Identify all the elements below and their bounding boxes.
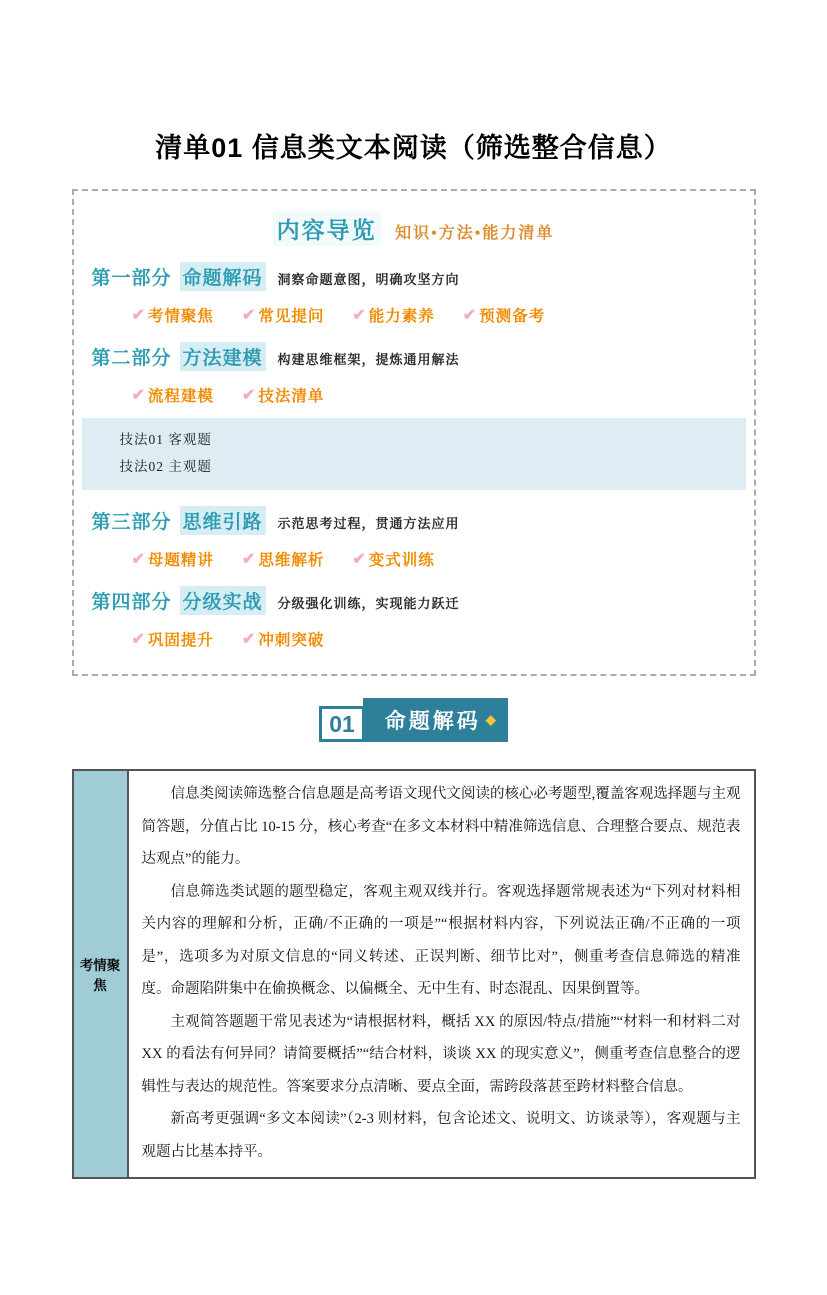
check-icon: ✔	[352, 307, 366, 324]
banner-label: 命题解码	[384, 710, 481, 733]
check-icon: ✔	[131, 387, 145, 404]
check-label: 变式训练	[368, 552, 435, 569]
check-icon: ✔	[131, 551, 145, 568]
check-row-3	[132, 548, 740, 570]
content-cell	[128, 770, 755, 1178]
check-label: 预测备考	[479, 308, 546, 325]
technique-box	[82, 418, 746, 490]
check-label: 思维解析	[258, 552, 325, 569]
check-row-1	[132, 304, 740, 326]
part-label: 第四部分	[91, 592, 172, 613]
part-name: 思维引路	[180, 506, 266, 535]
check-item	[132, 628, 214, 650]
check-label: 技法清单	[258, 388, 325, 405]
check-icon: ✔	[131, 631, 145, 648]
overview-title: 内容导览	[273, 211, 381, 246]
check-item	[242, 628, 324, 650]
page-title: 清单01 信息类文本阅读（筛选整合信息）	[155, 133, 672, 163]
check-icon: ✔	[131, 307, 145, 324]
check-label: 冲刺突破	[258, 632, 325, 649]
section-heading-3	[92, 506, 740, 535]
paragraph: 信息筛选类试题的题型稳定，客观主观双线并行。客观选择题常规表述为“下列对材料相关内容的理解和分析，正确/不正确的一项是”“根据材料内容，下列说法正确/不正确的一项是”，选项多为对原文信息的“同义转述、正误判断、细节比对”，侧重考查信息筛选的精准度。命题陷阱集中在偷换概念、以偏概全、无中生有、时态混乱、因果倒置等。	[141, 883, 741, 997]
part-name: 分级实战	[180, 586, 266, 615]
check-item	[242, 304, 324, 326]
section-heading-2	[92, 342, 740, 371]
exam-focus-table	[72, 769, 756, 1179]
section-banner	[0, 698, 827, 742]
check-label: 流程建模	[147, 388, 214, 405]
paragraph: 主观简答题题干常见表述为“请根据材料，概括 XX 的原因/特点/措施”“材料一和材料二对 XX 的看法有何异同？请简要概括”“结合材料，谈谈 XX 的现实意义”，侧重考查信息整合的逻辑性与表达的规范性。答案要求分点清晰、要点全面，需跨段落甚至跨材料整合信息。	[141, 1013, 741, 1095]
overview-panel	[72, 189, 756, 676]
check-item	[352, 304, 434, 326]
check-row-4	[132, 628, 740, 650]
paragraph: 新高考更强调“多文本阅读”（2-3 则材料，包含论述文、说明文、访谈录等），客观题与主观题占比基本持平。	[141, 1111, 741, 1160]
check-label: 巩固提升	[147, 632, 214, 649]
part-desc: 示范思考过程，贯通方法应用	[277, 516, 460, 531]
check-label: 常见提问	[258, 308, 325, 325]
check-item	[132, 384, 214, 406]
part-desc: 构建思维框架，提炼通用解法	[277, 352, 460, 367]
check-icon: ✔	[241, 387, 256, 404]
check-icon: ✔	[462, 307, 477, 324]
check-label: 考情聚焦	[147, 308, 214, 325]
part-label: 第一部分	[91, 268, 172, 289]
technique-row: 技法01 客观题	[119, 432, 212, 447]
row-label: 考情聚焦	[79, 958, 121, 993]
part-desc: 分级强化训练，实现能力跃迁	[277, 596, 460, 611]
check-row-2	[132, 384, 740, 406]
section-heading-1	[92, 262, 740, 291]
section-heading-4	[92, 586, 740, 615]
part-label: 第三部分	[91, 512, 172, 533]
banner-number: 01	[319, 706, 365, 742]
check-icon: ✔	[241, 631, 256, 648]
technique-row: 技法02 主观题	[119, 459, 212, 474]
check-icon: ✔	[241, 551, 256, 568]
paragraph: 信息类阅读筛选整合信息题是高考语文现代文阅读的核心必考题型,覆盖客观选择题与主观简答题，分值占比 10-15 分，核心考查“在多文本材料中精准筛选信息、合理整合要点、规范表达观点”的能力。	[141, 786, 741, 867]
check-item	[242, 384, 324, 406]
diamond-icon: ◆	[485, 712, 496, 727]
check-label: 母题精讲	[147, 552, 214, 569]
check-item	[463, 304, 545, 326]
check-item	[352, 548, 434, 570]
check-label: 能力素养	[368, 308, 435, 325]
overview-subtitle: 知识•方法•能力清单	[395, 225, 555, 242]
part-name: 命题解码	[180, 262, 266, 291]
part-label: 第二部分	[91, 348, 172, 369]
check-icon: ✔	[352, 551, 366, 568]
part-desc: 洞察命题意图，明确攻坚方向	[277, 272, 460, 287]
check-icon: ✔	[241, 307, 256, 324]
check-item	[132, 548, 214, 570]
banner-title	[363, 698, 508, 742]
check-item	[132, 304, 214, 326]
row-label-cell	[73, 770, 128, 1178]
check-item	[242, 548, 324, 570]
table-row	[73, 770, 755, 1178]
part-name: 方法建模	[180, 342, 266, 371]
overview-header	[88, 211, 740, 246]
